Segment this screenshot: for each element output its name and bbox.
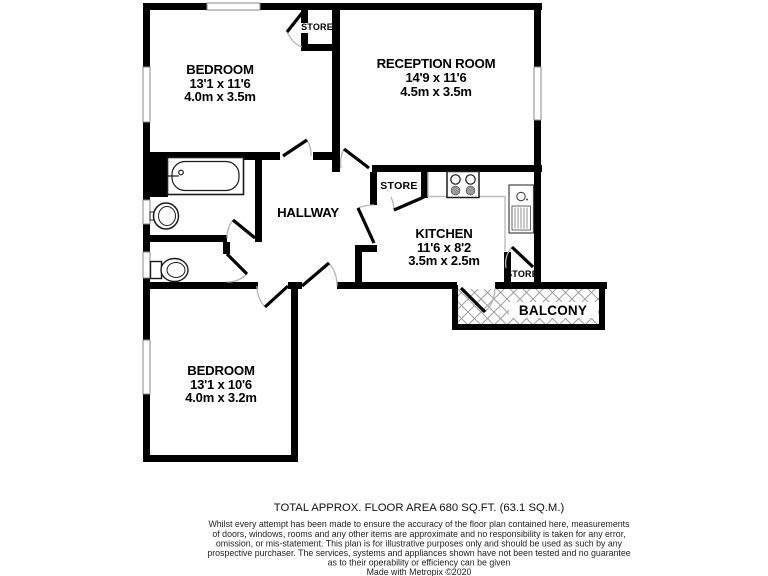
wall xyxy=(288,282,302,289)
door-leaf xyxy=(265,286,288,307)
wall xyxy=(599,285,605,330)
disclaimer-line: prospective purchaser. The services, systems and appliances shown have not been tested and no guarantee xyxy=(207,548,631,558)
hallway-name: HALLWAY xyxy=(277,205,339,220)
disclaimer-line: of doors, windows, rooms and any other items are approximate and no responsibility is taken for any error, xyxy=(212,529,626,539)
disclaimer-line: omission, or mis-statement. This plan is for illustrative purposes only and should be used as such by any xyxy=(215,538,623,549)
bedroom1-imperial: 13'1 x 11'6 xyxy=(189,76,251,91)
wall xyxy=(143,282,258,289)
window xyxy=(534,67,541,120)
window xyxy=(143,67,150,122)
reception-metric: 4.5m x 3.5m xyxy=(400,84,472,99)
sink-drainer-icon xyxy=(509,185,534,233)
door-leaf xyxy=(233,220,255,238)
store-top-label: STORE xyxy=(301,22,333,32)
wall xyxy=(332,3,340,172)
wall xyxy=(143,394,150,462)
wall xyxy=(534,3,541,67)
kitchen-imperial: 11'6 x 8'2 xyxy=(416,240,472,255)
kitchen-name: KITCHEN xyxy=(415,226,473,241)
wall xyxy=(355,245,362,289)
door-leaf xyxy=(358,208,374,243)
door-leaf xyxy=(302,263,329,286)
kitchen-metric: 3.5m x 2.5m xyxy=(408,253,480,268)
wall xyxy=(421,172,428,198)
store-kitchen-label: STORE xyxy=(380,180,418,192)
window xyxy=(143,200,150,224)
disclaimer-line: Whilst every attempt has been made to ensure the accuracy of the floor plan contained here, measurements xyxy=(208,519,630,529)
wall xyxy=(534,120,541,285)
bedroom1-name: BEDROOM xyxy=(186,62,254,77)
wall xyxy=(452,285,458,330)
toilet-icon xyxy=(151,259,189,282)
wall xyxy=(495,282,607,289)
door-leaf xyxy=(287,13,302,32)
wall xyxy=(223,242,230,254)
door-swing-arc xyxy=(227,220,233,238)
wall xyxy=(255,152,262,242)
wall xyxy=(504,252,511,284)
wall xyxy=(291,287,298,462)
store-balcony-label: STORE xyxy=(506,269,538,279)
reception-name: RECEPTION ROOM xyxy=(376,56,496,71)
wall xyxy=(150,155,168,197)
window xyxy=(143,340,150,394)
balcony-label: BALCONY xyxy=(518,303,588,318)
bedroom2-metric: 4.0m x 3.2m xyxy=(185,390,257,405)
door-swing-arc xyxy=(257,286,265,307)
door-leaf xyxy=(512,247,533,267)
window xyxy=(207,3,260,10)
wall xyxy=(143,455,298,462)
bedroom2-name: BEDROOM xyxy=(187,363,255,378)
wall xyxy=(143,235,227,242)
bath-icon xyxy=(168,158,244,195)
window xyxy=(143,252,150,278)
wall xyxy=(301,44,338,51)
wall xyxy=(362,282,457,289)
door-swing-arc xyxy=(287,32,302,47)
total-floor-area: TOTAL APPROX. FLOOR AREA 680 SQ.FT. (63.1 SQ.M.) xyxy=(273,502,565,514)
door-swing-arc xyxy=(227,274,247,282)
wall xyxy=(143,3,150,67)
basin-icon xyxy=(150,203,179,229)
wall xyxy=(260,3,542,10)
wall xyxy=(143,3,207,10)
door-swing-arc xyxy=(341,149,344,168)
door-swing-arc xyxy=(329,263,337,286)
door-leaf xyxy=(344,149,369,168)
wall xyxy=(143,122,150,200)
bedroom1-metric: 4.0m x 3.5m xyxy=(184,89,256,104)
door-swing-arc xyxy=(391,197,394,210)
reception-imperial: 14'9 x 11'6 xyxy=(405,70,467,85)
wall xyxy=(370,172,377,205)
door-leaf xyxy=(283,140,307,156)
footer xyxy=(207,502,630,576)
hob-icon xyxy=(447,172,479,198)
door-leaf xyxy=(394,197,424,210)
door-swing-arc xyxy=(358,205,374,208)
bedroom2-imperial: 13'1 x 10'6 xyxy=(190,377,252,392)
wall xyxy=(452,324,605,330)
door-leaf xyxy=(227,254,247,274)
metropix-credit: Made with Metropix ©2020 xyxy=(366,567,472,576)
disclaimer-line: as to their operability or efficiency can be given xyxy=(327,557,511,568)
door-swing-arc xyxy=(307,140,311,156)
